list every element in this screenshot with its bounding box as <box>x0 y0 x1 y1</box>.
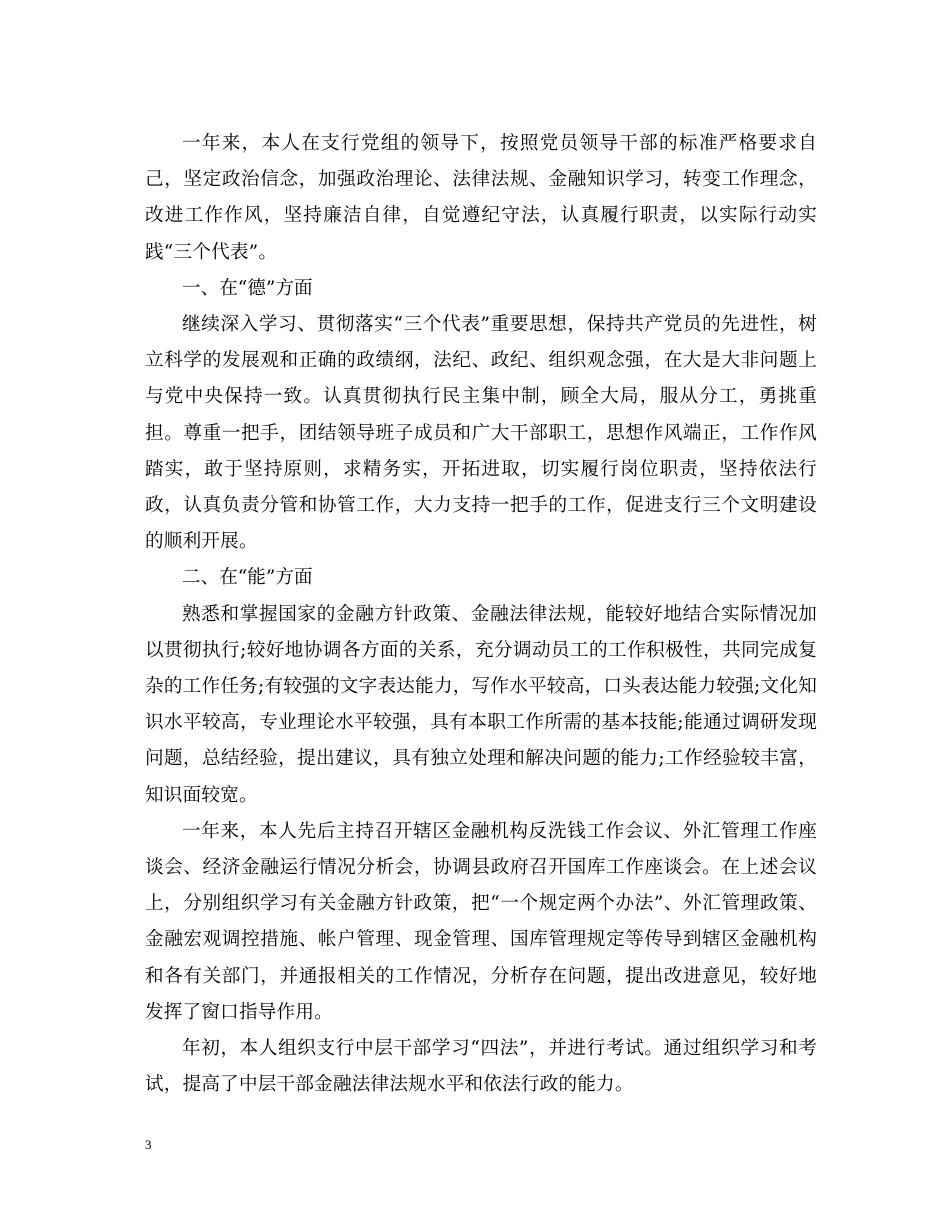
paragraph-training: 年初，本人组织支行中层干部学习“四法”，并进行考试。通过组织学习和考试，提高了中层干部金融法律法规水平和依法行政的能力。 <box>145 1038 817 1096</box>
page-number: 3 <box>145 1137 152 1152</box>
paragraph-ability: 熟悉和掌握国家的金融方针政策、金融法律法规，能较好地结合实际情况加以贯彻执行;较好地协调各方面的关系，充分调动员工的工作积极性，共同完成复杂的工作任务;有较强的文字表达能力，写作水平较高，口头表达能力较强;文化知识水平较高，专业理论水平较强，具有本职工作所需的基本技能;能通过调研发现问题，总结经验，提出建议，具有独立处理和解决问题的能力;工作经验较丰富，知识面较宽。 <box>145 603 817 806</box>
document-body <box>145 126 817 1103</box>
paragraph-meetings: 一年来，本人先后主持召开辖区金融机构反洗钱工作会议、外汇管理工作座谈会、经济金融运行情况分析会，协调县政府召开国库工作座谈会。在上述会议上，分别组织学习有关金融方针政策，把“一个规定两个办法”、外汇管理政策、金融宏观调控措施、帐户管理、现金管理、国库管理规定等传导到辖区金融机构和各有关部门，并通报相关的工作情况，分析存在问题，提出改进意见，较好地发挥了窗口指导作用。 <box>145 820 817 1023</box>
section-heading-ability: 二、在“能”方面 <box>182 567 313 589</box>
section-heading-virtue: 一、在“德”方面 <box>182 277 313 299</box>
paragraph-intro: 一年来，本人在支行党组的领导下，按照党员领导干部的标准严格要求自己，坚定政治信念，加强政治理论、法律法规、金融知识学习，转变工作理念，改进工作作风，坚持廉洁自律，自觉遵纪守法，认真履行职责，以实际行动实践“三个代表”。 <box>145 133 817 263</box>
paragraph-virtue: 继续深入学习、贯彻落实“三个代表”重要思想，保持共产党员的先进性，树立科学的发展观和正确的政绩纲，法纪、政纪、组织观念强，在大是大非问题上与党中央保持一致。认真贯彻执行民主集中制，顾全大局，服从分工，勇挑重担。尊重一把手，团结领导班子成员和广大干部职工，思想作风端正，工作作风踏实，敢于坚持原则，求精务实，开拓进取，切实履行岗位职责，坚持依法行政，认真负责分管和协管工作，大力支持一把手的工作，促进支行三个文明建设的顺利开展。 <box>145 314 817 553</box>
